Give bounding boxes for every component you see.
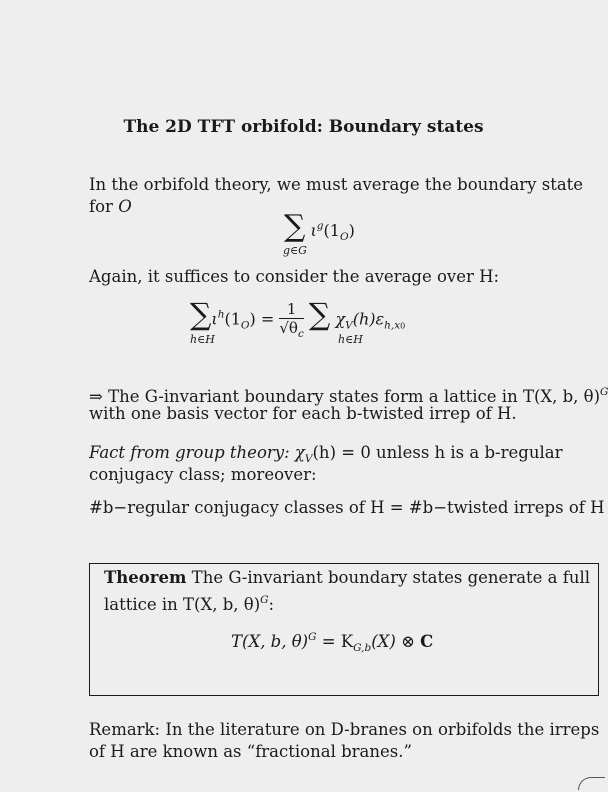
eq2-lhs-under: h∈H: [190, 333, 215, 346]
para4-line1: Fact from group theory: $\chi_V(h) = 0$ unless h is a b-regular: [89, 443, 563, 465]
para1-line2: [89, 196, 132, 218]
fraction: $\frac{1}{√\theta_c}$: [279, 300, 304, 340]
remark-line1: Remark: In the literature on D-branes on orbifolds the irreps: [89, 720, 600, 739]
para5: #b−regular conjugacy classes of H = #b−twisted irreps of H: [89, 498, 605, 517]
sum-symbol: ∑: [190, 297, 212, 333]
page-curl-mark: [578, 777, 605, 790]
sum-symbol: ∑: [308, 297, 331, 333]
theorem-line1: Theorem The G-invariant boundary states generate a full: [104, 568, 591, 587]
para1-symbol-o: O: [118, 197, 132, 216]
eq2-rhs-under: h∈H: [338, 333, 363, 346]
para2: Again, it suffices to consider the average over H:: [89, 267, 500, 286]
eq1-term: $\iota^g(1_O)$: [310, 220, 355, 243]
equation-2: $\sum\iota^h(1_O)$ = $\frac{1}{√\theta_c}$ ∑ $\chi_V(h)\varepsilon_{h,x0}$: [190, 297, 406, 340]
para3-line1: ⇒ The G-invariant boundary states form a lattice in T(X, b, θ)$^G$: [89, 386, 608, 406]
remark-line2: of H are known as “fractional branes.”: [89, 742, 412, 761]
para1-line1: In the orbifold theory, we must average the boundary state: [89, 175, 584, 194]
theorem-label: Theorem: [104, 568, 187, 587]
theorem-equation: T(X, b, $\theta)^G = K_{G,b}(X)$ ⊗ C: [231, 631, 434, 654]
para4-line2: conjugacy class; moreover:: [89, 465, 317, 484]
equation-1: [284, 209, 355, 244]
eq1-under: g∈G: [283, 244, 307, 257]
slide-title: The 2D TFT orbifold: Boundary states: [123, 117, 484, 137]
sum-symbol: ∑: [284, 209, 306, 244]
para1-line2-prefix: for: [89, 197, 119, 216]
para3-line2: with one basis vector for each b-twisted irrep of H.: [89, 404, 517, 423]
equals-sign: =: [260, 309, 275, 329]
theorem-line2: lattice in T(X, b, θ)$^G$:: [104, 594, 275, 614]
